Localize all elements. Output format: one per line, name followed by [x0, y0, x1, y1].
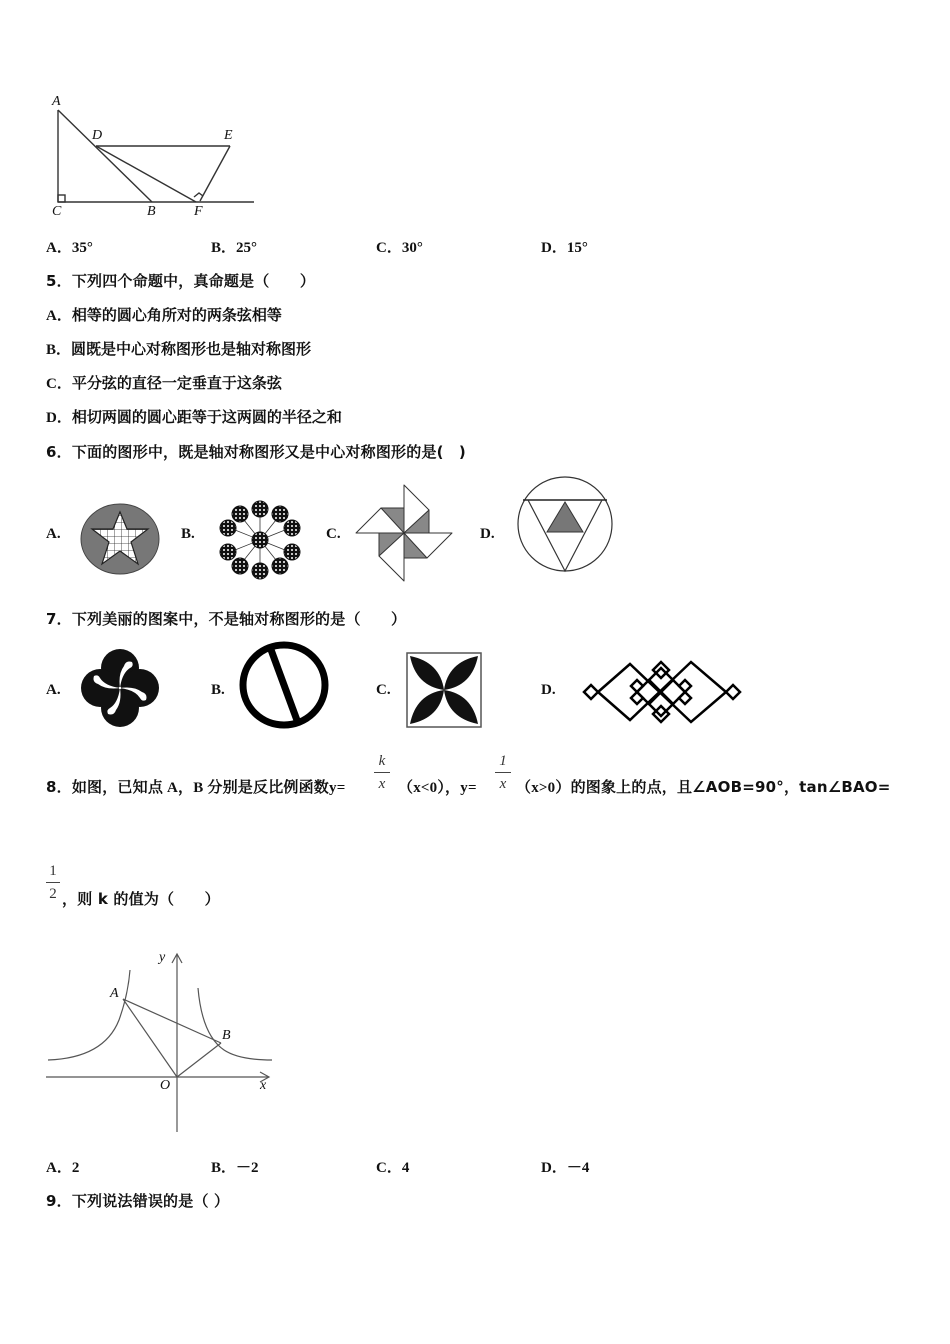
q8-stem-line2: ，则 k 的值为（ ） — [62, 890, 220, 908]
flower-of-balls-figure — [218, 500, 302, 580]
q7-option-a[interactable]: A. — [46, 682, 61, 698]
axis-label-x: x — [260, 1078, 267, 1093]
pinwheel-figure — [354, 480, 454, 580]
q5-option-d[interactable]: D．相切两圆的圆心距等于这两圆的半径之和 — [46, 408, 342, 426]
star-in-circle-figure — [80, 502, 162, 576]
q7-option-d[interactable]: D. — [541, 682, 556, 698]
q6-option-a[interactable]: A. — [46, 526, 61, 542]
q6-option-b[interactable]: B. — [181, 526, 195, 542]
point-label-b: B — [222, 1028, 231, 1043]
q6-option-c[interactable]: C. — [326, 526, 341, 542]
q8-option-d[interactable]: D．－4 — [541, 1160, 590, 1176]
point-label-a: A — [110, 986, 119, 1001]
q8-condition-1: （x<0），y= — [398, 780, 477, 796]
q4-option-d[interactable]: D．15° — [541, 240, 588, 256]
q5-option-a[interactable]: A．相等的圆心角所对的两条弦相等 — [46, 306, 282, 324]
fraction-1-over-x: 1 x — [495, 752, 511, 793]
q5-option-c[interactable]: C．平分弦的直径一定垂直于这条弦 — [46, 374, 282, 392]
q6-option-d[interactable]: D. — [480, 526, 495, 542]
q4-option-c[interactable]: C．30° — [376, 240, 423, 256]
q8-option-c[interactable]: C．4 — [376, 1160, 410, 1176]
circle-with-slash-figure — [238, 640, 330, 730]
q8-stem-line1: 8．如图，已知点 A，B 分别是反比例函数y= — [46, 778, 346, 796]
point-label-c: C — [52, 204, 62, 219]
triangle-in-circle-figure — [517, 476, 613, 572]
q7-option-b[interactable]: B. — [211, 682, 225, 698]
q5-option-b[interactable]: B．圆既是中心对称图形也是轴对称图形 — [46, 340, 312, 358]
fraction-1-over-2: 1 2 — [46, 862, 60, 903]
point-label-o: O — [160, 1078, 171, 1093]
q8-option-a[interactable]: A．2 — [46, 1160, 80, 1176]
point-label-f: F — [194, 204, 203, 219]
chinese-knot-figure — [576, 660, 748, 724]
swirl-clover-figure — [80, 648, 160, 728]
point-label-b: B — [147, 204, 156, 219]
q7-stem: 7．下列美丽的图案中，不是轴对称图形的是（ ） — [46, 610, 407, 628]
point-label-a: A — [52, 94, 61, 109]
q4-option-b[interactable]: B．25° — [211, 240, 258, 256]
triangle-diagram — [44, 94, 264, 222]
point-label-d: D — [92, 128, 103, 143]
q6-stem: 6．下面的图形中，既是轴对称图形又是中心对称图形的是( ) — [46, 443, 466, 461]
q7-option-c[interactable]: C. — [376, 682, 391, 698]
axis-label-y: y — [159, 950, 166, 965]
q8-option-b[interactable]: B．－2 — [211, 1160, 259, 1176]
q4-geometry-figure — [44, 94, 264, 222]
four-petal-square-figure — [406, 652, 482, 728]
q5-stem: 5．下列四个命题中，真命题是（ ） — [46, 272, 316, 290]
q8-stem-line1-end: （x>0）的图象上的点，且∠AOB=90°，tan∠BAO= — [516, 778, 891, 796]
q8-graph-figure — [44, 950, 279, 1140]
q4-option-a[interactable]: A．35° — [46, 240, 93, 256]
hyperbola-graph — [44, 950, 279, 1140]
q9-stem: 9．下列说法错误的是（ ） — [46, 1192, 230, 1210]
point-label-e: E — [224, 128, 233, 143]
fraction-k-over-x: k x — [374, 752, 390, 793]
